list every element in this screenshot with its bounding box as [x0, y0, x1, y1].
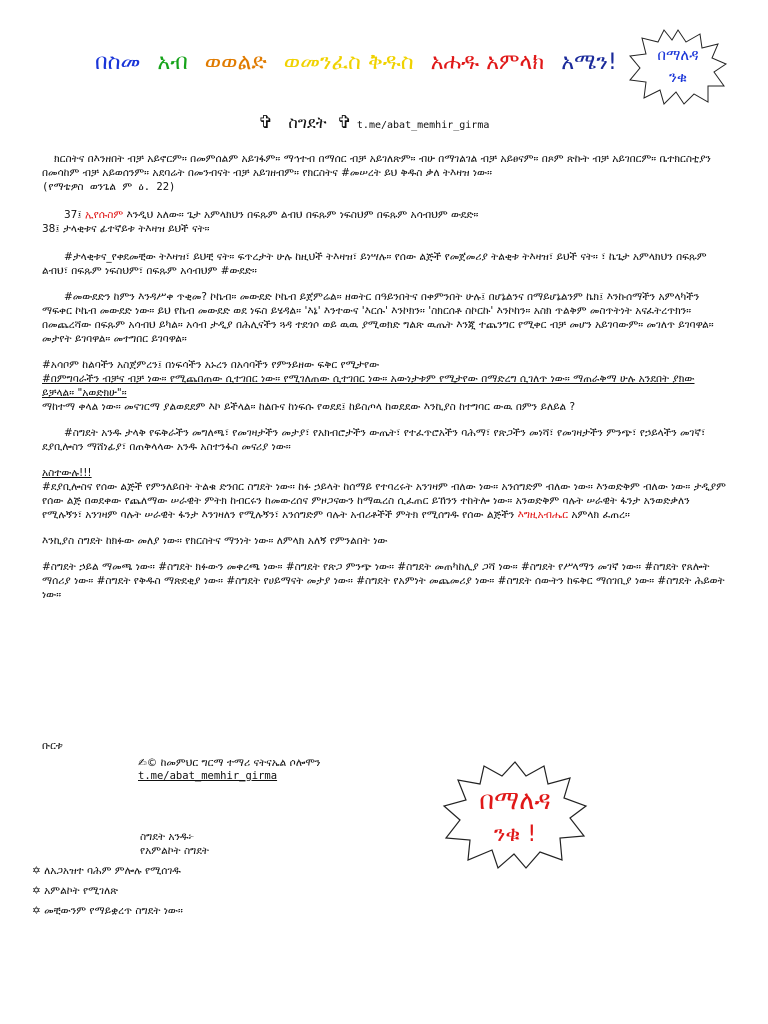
article-body [42, 152, 728, 614]
badge-top-line1: በማለዳ [657, 46, 699, 64]
verse-37-number: 37፤ [64, 209, 82, 221]
paragraph-9: #ስግደት ኃይል ማመጫ ነው። #ስግደት ክፉውን መቀረጫ ነው። #ስግደት የጽጋ ምንጭ ነው። #ስግደት መጠካከሊያ ጋሻ ነው። #ስግደት የሥላማን መገኛ ነው። #ስግደት የጸሎት ማሰሪያ ነው። #ስግደት የቅዱስ ማጽደቂያ ነው። #ስግደት የሀይማናት መታያ ነው። #ስግደት የአምነት መጨመሪያ ነው። #ስግደት ሰውትን ከፍቅር ማሰገቢያ ነው። #ስግደት ሕይወት ነው። [42, 561, 725, 601]
channel-link[interactable]: t.me/abat_memhir_girma [356, 120, 490, 131]
badge-bottom-line1: በማለዳ [479, 786, 551, 816]
closing-item-2: ✡ አምልኮት የሚገለጽ [32, 885, 118, 897]
closing-intro-2: የአምልኮት ስግደት [140, 845, 210, 857]
closing-item-3: ✡ መቺውንም የማይቋረጥ ስግደት ነው። [32, 905, 183, 917]
badge-top [628, 28, 728, 106]
paragraph-7-end: አምላክ ፈጠረ። [571, 509, 630, 521]
paragraph-5c: ማከተማ ቀላል ነው። መናገርማ ያልወደደም እኮ ይችላል። ከልቡና ከነፍሱ የወደደ፤ ከይስጦላ ከወደደው እንኪያስ ከተግባር ውዉ በምን ይለይል ? [42, 401, 576, 413]
title-word-4: ወመንፈስ ቅዱስ [283, 50, 414, 75]
verse-38: 38፤ ታላቂቱና ፊተኛይቱ ትእዛዝ ይህች ናት። [42, 223, 210, 235]
paragraph-7 [42, 480, 728, 522]
paragraph-5a: #አሳቦም ከልባችን አስጀምረን፤ በነፍሳችን አኑረን በአሳባችን የምንይዘው ፍቅር የሚታየው [42, 359, 380, 371]
signature-author: ✍© ከመምህር ግርማ ተማሪ ናትናኤል ሶሎሞን [138, 757, 321, 769]
farewell: ቡርቱ [42, 740, 63, 752]
paragraph-5b: #በምግባራችን ብቻና ብቻ ነው። የሚጨበጠው ሲተገበር ነው። የሚገለጠው ሲተገበር ነው። አውነታቱም የሚታየው በማድረግ ሲገለጥ ነው። ማጠራቅማ ሁሉ አንደበት ያክው ይቻላል። "አወድክሁ"። [42, 373, 695, 399]
verse-37-name: ኢየሱስም [85, 209, 124, 221]
title-line [95, 50, 627, 75]
title-word-1: በስመ [95, 50, 141, 75]
paragraph-3: #ታላቂቱና_የቀደመቺው ትእዛዝ፣ ይህቺ ናት። ፍጥረታት ሁሉ ከዚህች ትእዛዝ፣ ይነሣሉ። የሰው ልጅች የመጀመሪያ ትልቂቱ ትእዛዝ፣ ይህች ናት። ፣ ኬጌታ አምላክህን በፍጹም ልብህ፣ በፍጹም ነፍስህም፣ በፍጹም አሳብህም #ውደድ። [42, 251, 707, 277]
title-word-5: አሐዱ አምላክ [430, 50, 545, 75]
badge-top-line2: ንቁ [668, 68, 688, 86]
paragraph-6: #ስግደት አንዱ ታላቅ የፍቅራችን መግለጫ፣ የመገዛታችን መታያ፣ የአክብሮታችን ውጤት፣ የተፈጥሮአችን ባሕማ፣ የጽጋችን መነሻ፣ የመገዛታችን ምንጭ፣ የኃይላችን መገኛ፣ ደያቢሎስን ማሸነፊያ፣ በጠቅላላው አንዱ አስተንፋስ መናሪያ ነው። [42, 427, 706, 453]
paragraph-1: ክርስትና በእንዘበት ብቻ አይኖርም። በመምሰልም አይገፋም። ማኅተብ በማሰር ብቻ አይገለጽም። ብሁ በማገልገል ብቻ አይፀናም። በጾም ጽኩት ብቻ አይገበርም። ቤተክርስቲያን በመሳከም ብቻ አይወሰንም። አደባሬት በመንብናት ብቻ አይገዘብም። የክርስትና #መሠረት ይህ ቅዱስ ቃለ ትእዛዝ ነው። [42, 153, 711, 179]
subheader-label: ስግደት [288, 113, 327, 132]
cross-icon-left: ✞ [258, 112, 274, 133]
closing-item-1: ✡ ለአጋአዝተ ባሕም ምሎሉ የሚሰገዱ [32, 865, 181, 877]
signature-link[interactable]: t.me/abat_memhir_girma [138, 770, 278, 782]
verse-37 [42, 208, 728, 222]
closing-list [32, 830, 209, 918]
badge-bottom [440, 760, 590, 870]
paragraph-7-heading: አስተውሉ!!! [42, 467, 92, 479]
burst-shape-top [628, 28, 728, 106]
paragraph-8: እንኪያስ ስግደት ከክፉው መለያ ነው። የክርስትና ማንነት ነው። ለምላክ አለኝ የምንልበት ነው [42, 535, 388, 547]
subheader [258, 112, 489, 133]
cross-icon-right: ✞ [336, 112, 352, 133]
verse-37-text: እንዲህ አለው። ጌታ አምላክህን በፍጹም ልብህ በፍጹም ነፍስህም በፍጹም አሳብህም ውደድ። [126, 209, 479, 221]
paragraph-1-ref: (የማቴዎስ ወንጌል ም ዕ. 22) [42, 181, 176, 193]
paragraph-7-red: እግዚአብሔር [517, 509, 569, 521]
closing-intro-1: ስግደት አንዱ፦ [140, 831, 195, 843]
title-word-2: አብ [157, 50, 188, 75]
title-word-6: አሜን! [561, 50, 617, 75]
signature-block [42, 740, 320, 783]
paragraph-4: #መውደድን ከምን እንዳሥቀ ጥቂመ? ኮኬብ። መውደድ ኮኬብ ይጀምሬል። ዘወትር በዓይንበትና በቀምንበት ሁሉ፤ በሆኔልንና በማይሆኔልንም ኬክ፤ እንኩሰማችን አምላካችን ማፍቀር ኮኬብ መውደድ ነው። ይህ የኬብ መውደድ ወደ ነፍስ ይሄዳል። 'እኔ' እንተውና 'እርሱ' እንኮክን። 'ስክርሰቶ ስኮርኩ' እንኮከን። አስክ ጥልቅም መስጥትነት አናፈትረጥክን። በመጨረሻው በፍጹም አሳብህ ይካል። አሳብ ታዲያ በሕሊናችን ጓዳ ተደጎሶ ወይ ዉዉ ያሚወክድ ግልጽ ዉጤት እንጂ ተጨንግር የሚቀር ብቻ መሆን አይገባውም። መገለጥ ይገባዋል። መታየት ይገባዋል። መተግበር ይገባዋል። [42, 291, 714, 345]
paragraph-7-text: #ደያቢሎስና የሰው ልጅች የምንለይበት ትልቁ ድንበር ስግደት ነው። ከፉ ኃይላት ከሰማይ የተባረሩት አንገዛም ብለው ነው። አንሰግድም ብለው ነው። እንወድቅም ብለው ነው። ታዲያም የሰው ልጅ በወደቀው የጨለማው ሠራዊት ምትክ ከብርሩን ከመውረሰና ምዞጋናውን ከማዉረስ ሲፈጠር ይኸንን ተከትሎ ነው። አንወድቅም ባሉት ሠራዊት ፋንታ አንወድቃለን የሚሉኝን፣ አንገዛም ባሉት ሠራዊት ፋንታ እንገዛለን የሚሉኝን፣ አንሰግድም ባሉት አብሪቶችች ምትክ የሚሰግዱ የሰው ልጅችን [42, 481, 726, 521]
title-word-3: ወወልድ [204, 50, 267, 75]
badge-bottom-line2: ንቁ ! [493, 822, 537, 847]
